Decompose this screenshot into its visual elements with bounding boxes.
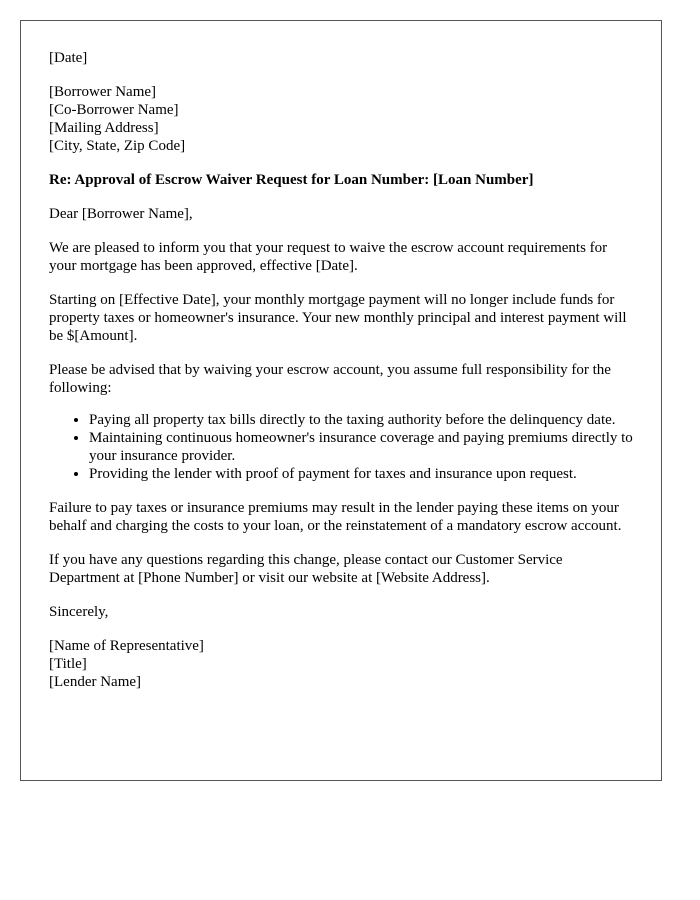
signature-representative-name: [Name of Representative]: [49, 638, 204, 654]
recipient-address-block: [49, 83, 633, 155]
subject-line: Re: Approval of Escrow Waiver Request for Loan Number: [Loan Number]: [49, 172, 534, 188]
responsibility-item-proof: • Providing the lender with proof of payment for taxes and insurance upon request.: [89, 465, 633, 483]
letter-document: [20, 20, 662, 781]
paragraph-failure-consequence: Failure to pay taxes or insurance premiums may result in the lender paying these items on your behalf and charging the costs to your loan, or the reinstatement of a mandatory escrow account.: [49, 500, 622, 534]
paragraph-payment-change: Starting on [Effective Date], your monthly mortgage payment will no longer include funds for property taxes or homeowner's insurance. Your new monthly principal and interest payment will be $[Amount].: [49, 292, 627, 344]
paragraph-approval: We are pleased to inform you that your request to waive the escrow account requirements for your mortgage has been approved, effective [Date].: [49, 240, 608, 274]
paragraph-responsibility-intro: Please be advised that by waiving your escrow account, you assume full responsibility for the following:: [49, 362, 611, 396]
recipient-city-state-zip: [City, State, Zip Code]: [49, 138, 186, 154]
responsibility-list: [49, 411, 633, 483]
recipient-name: [Borrower Name]: [49, 84, 157, 100]
recipient-mailing-address: [Mailing Address]: [49, 120, 159, 136]
salutation: Dear [Borrower Name],: [49, 206, 193, 222]
signature-block: [49, 637, 633, 691]
signature-title: [Title]: [49, 656, 87, 672]
letter-date: [Date]: [49, 50, 88, 66]
paragraph-contact: If you have any questions regarding this change, please contact our Customer Service Department at [Phone Number] or visit our website at [Website Address].: [49, 552, 563, 586]
recipient-co-name: [Co-Borrower Name]: [49, 102, 179, 118]
signature-lender-name: [Lender Name]: [49, 674, 142, 690]
responsibility-item-insurance: • Maintaining continuous homeowner's insurance coverage and paying premiums directly to your insurance provider.: [89, 429, 633, 465]
closing: Sincerely,: [49, 604, 109, 620]
responsibility-item-tax: • Paying all property tax bills directly to the taxing authority before the delinquency date.: [89, 411, 633, 429]
